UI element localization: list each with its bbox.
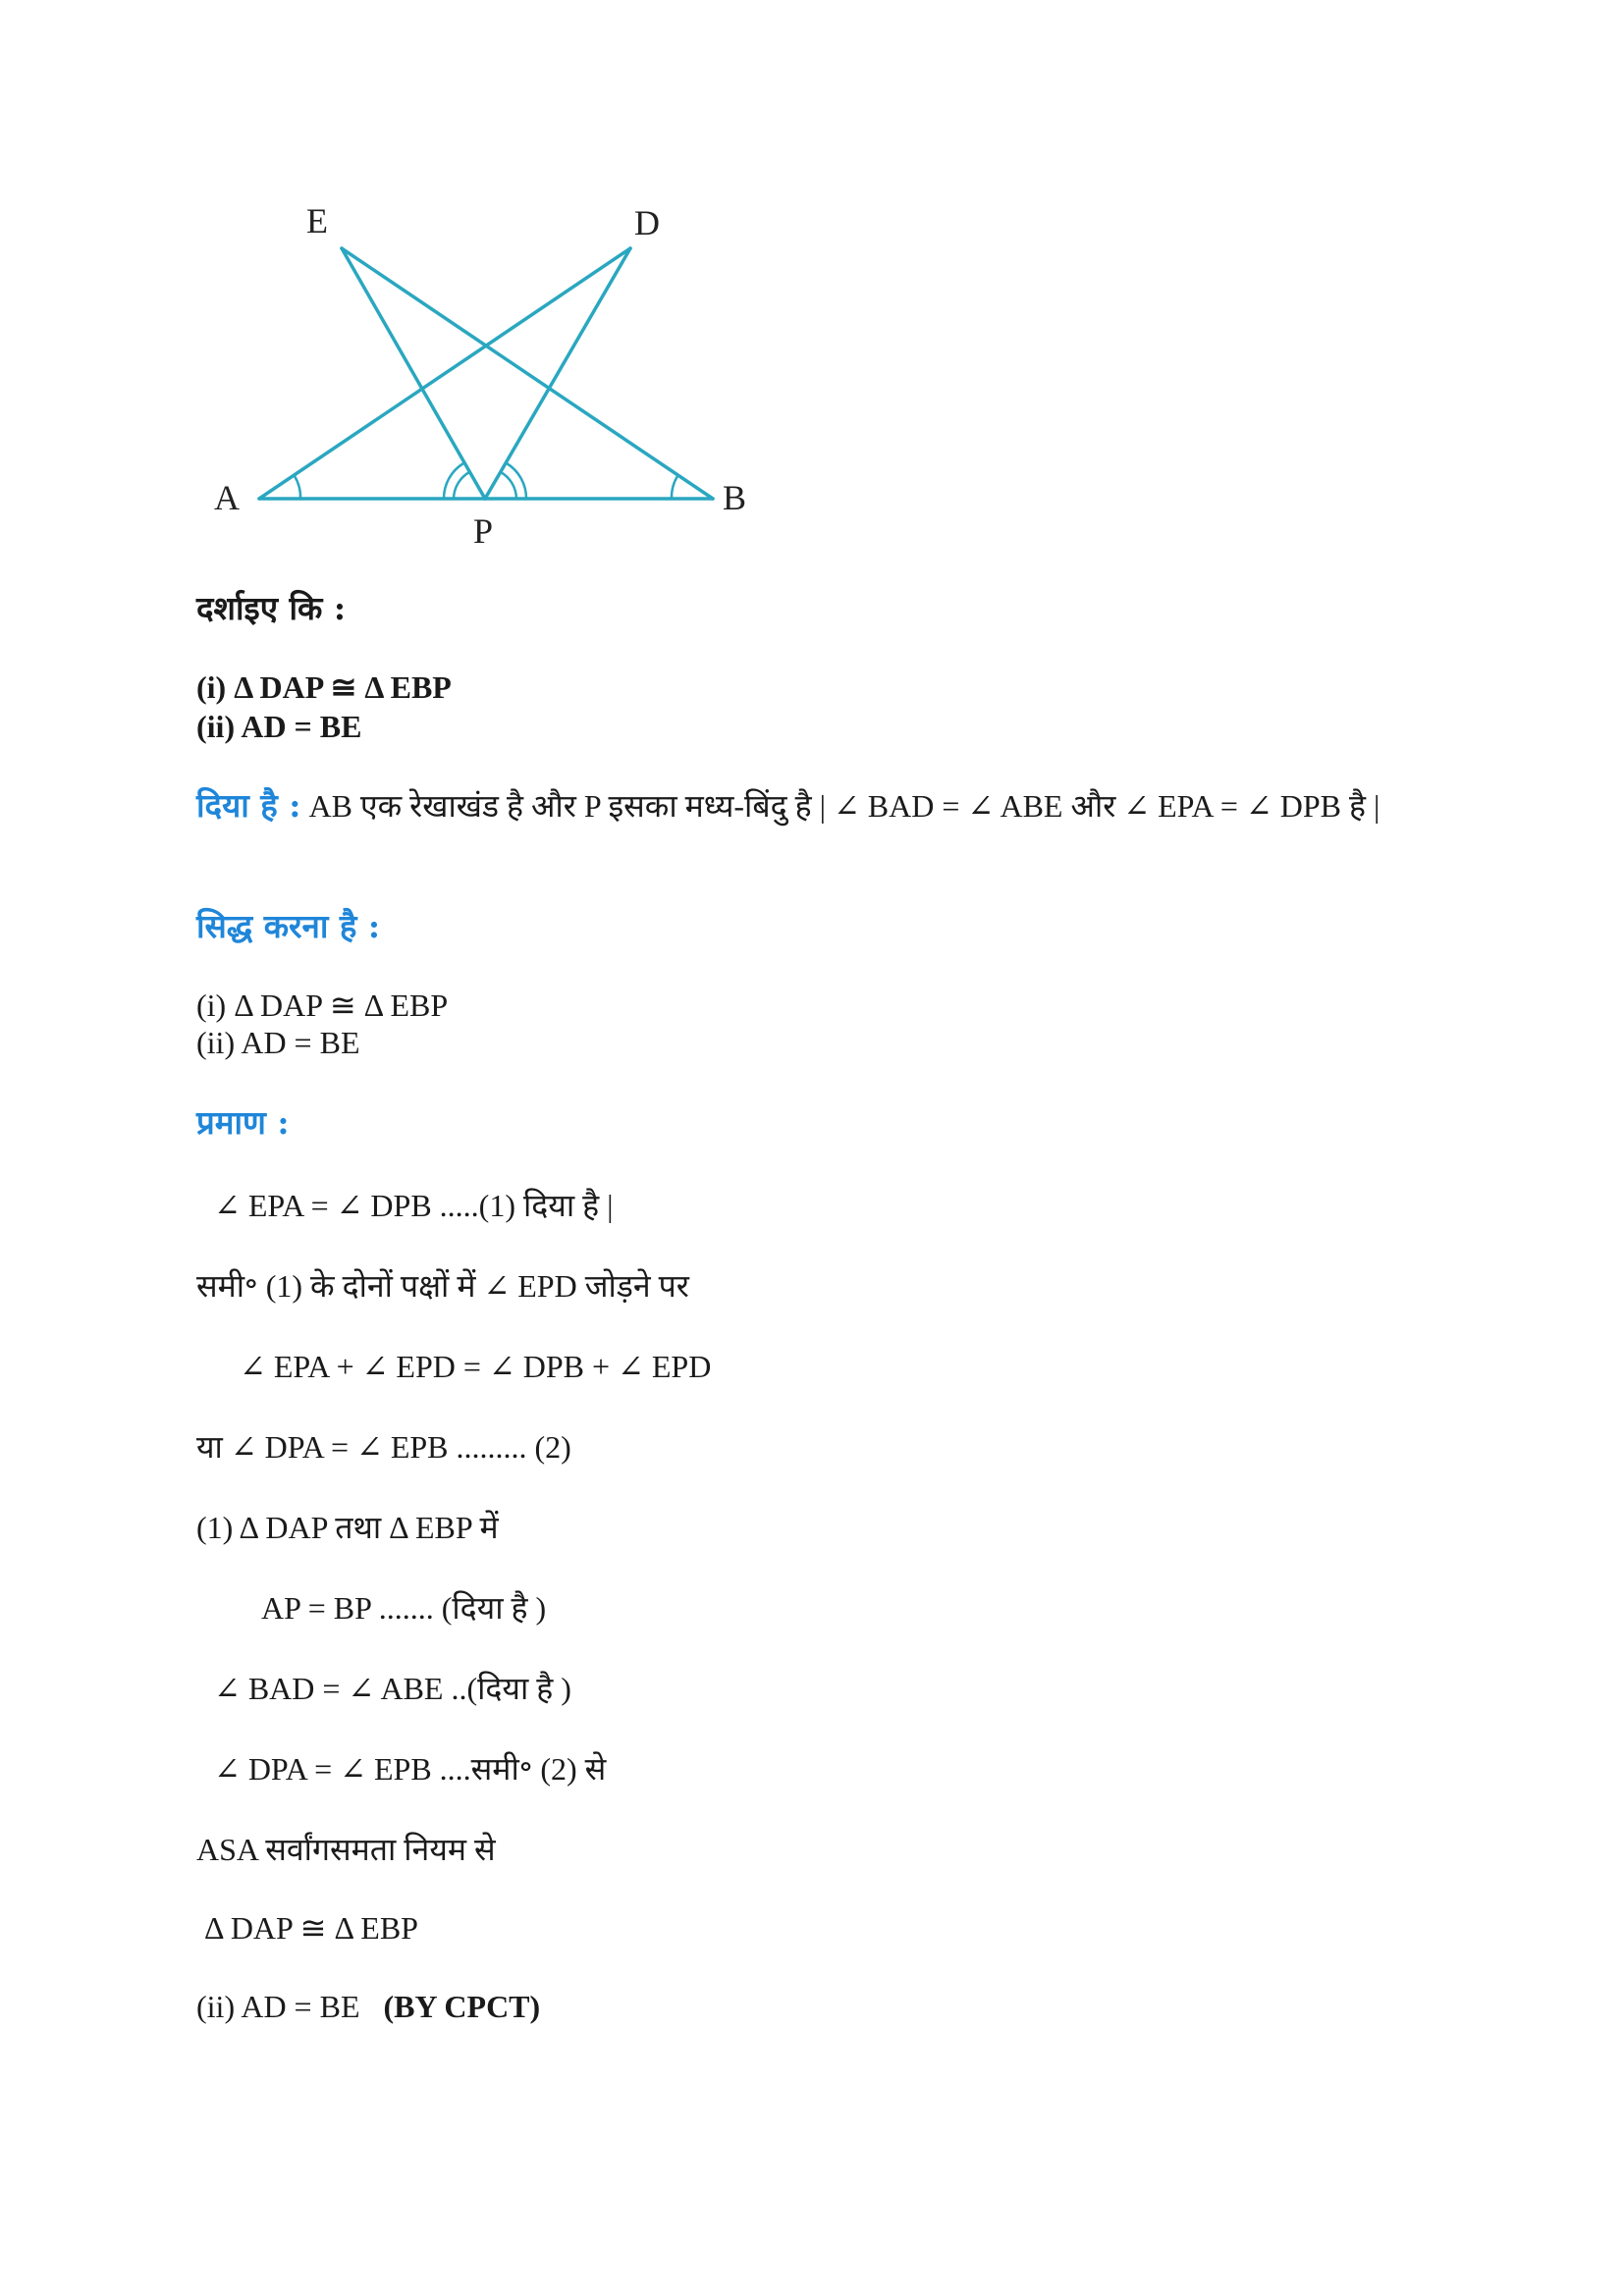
proof-line-7: ∠ BAD = ∠ ABE ..(दिया है ) <box>214 1671 571 1706</box>
proof-line-9: ASA सर्वांगसमता नियम से <box>196 1832 496 1867</box>
show-that-heading: दर्शाइए कि : <box>196 589 347 627</box>
proof-line-3: ∠ EPA + ∠ EPD = ∠ DPB + ∠ EPD <box>240 1349 712 1384</box>
proof-conclusion-reason: (BY CPCT) <box>383 1989 541 2024</box>
triangle-diagram <box>196 191 776 564</box>
proof-line-4: या ∠ DPA = ∠ EPB ......... (2) <box>196 1429 571 1465</box>
show-that-item-2: (ii) AD = BE <box>196 709 362 744</box>
to-prove-item-2: (ii) AD = BE <box>196 1025 360 1060</box>
show-that-item-1: (i) Δ DAP ≅ Δ EBP <box>196 669 452 705</box>
angle-mark-p-left-inner <box>454 472 469 499</box>
label-a: A <box>214 478 240 517</box>
given-text: AB एक रेखाखंड है और P इसका मध्य-बिंदु है | ∠ BAD = ∠ ABE और ∠ EPA = ∠ DPB है | <box>300 788 1380 824</box>
label-p: P <box>473 511 494 551</box>
proof-conclusion-text: (ii) AD = BE <box>196 1989 384 2024</box>
angle-mark-a <box>295 476 300 499</box>
proof-line-10: Δ DAP ≅ Δ EBP <box>204 1910 418 1946</box>
segment-pe <box>342 248 485 499</box>
to-prove-item-1: (i) Δ DAP ≅ Δ EBP <box>196 988 449 1023</box>
proof-line-5: (1) Δ DAP तथा Δ EBP में <box>196 1510 499 1545</box>
proof-line-8: ∠ DPA = ∠ EPB ....समी॰ (2) से <box>214 1751 607 1787</box>
label-d: D <box>634 203 660 242</box>
segment-ad <box>259 248 630 499</box>
angle-mark-b <box>672 476 677 499</box>
label-b: B <box>723 478 747 517</box>
proof-conclusion <box>196 1987 540 2026</box>
to-prove-heading: सिद्ध करना है : <box>196 907 381 945</box>
given-paragraph <box>196 785 1453 827</box>
angle-mark-p-right-inner <box>501 472 516 499</box>
geometry-figure <box>196 191 776 564</box>
label-e: E <box>306 201 328 240</box>
proof-line-2: समी॰ (1) के दोनों पक्षों में ∠ EPD जोड़ने पर <box>196 1268 689 1304</box>
proof-line-1: ∠ EPA = ∠ DPB .....(1) दिया है | <box>214 1188 614 1223</box>
given-heading: दिया है : <box>196 786 301 825</box>
proof-line-6: AP = BP ....... (दिया है ) <box>261 1590 547 1626</box>
segment-pd <box>485 248 630 499</box>
proof-heading: प्रमाण : <box>196 1103 290 1142</box>
segment-be <box>342 248 713 499</box>
